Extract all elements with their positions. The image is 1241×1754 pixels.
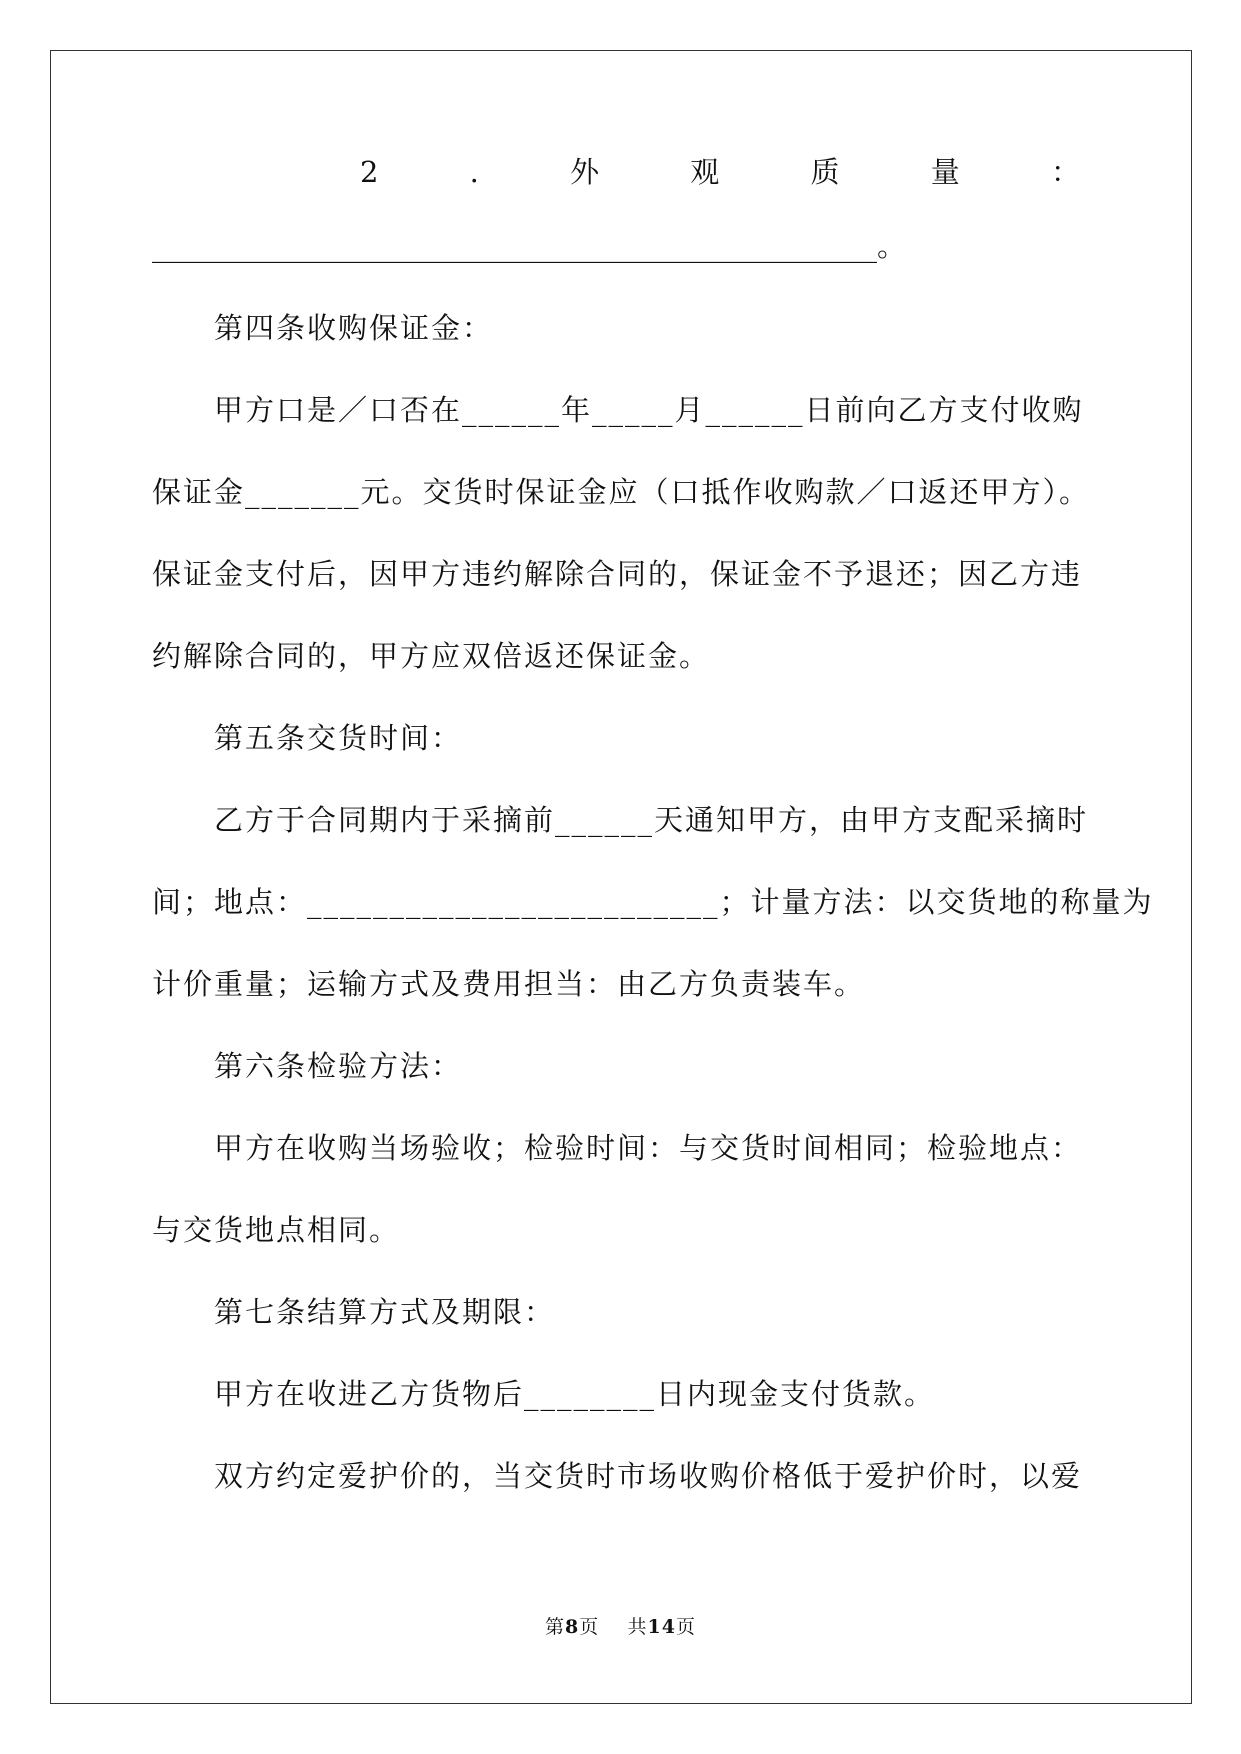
article-6-text-line: 甲方在收购当场验收；检验时间：与交货时间相同；检验地点： <box>214 1131 1083 1165</box>
article-4-text-line: 约解除合同的，甲方应双倍返还保证金。 <box>152 639 711 673</box>
heading-quality <box>152 152 1092 192</box>
article-4-text-line: 甲方口是／口否在______年_____月______日前向乙方支付收购 <box>214 393 1084 427</box>
heading-quality-part: . <box>469 155 481 189</box>
article-4-title: 第四条收购保证金： <box>214 311 494 345</box>
article-6-text-line: 与交货地点相同。 <box>152 1213 401 1247</box>
page-number: 8 <box>565 1616 580 1638</box>
article-7-text-line: 双方约定爱护价的，当交货时市场收购价格低于爱护价时，以爱 <box>214 1459 1083 1493</box>
quality-blank-line: __________________________________________________。 <box>152 229 907 263</box>
footer-prefix: 第 <box>545 1616 566 1638</box>
article-7-text-line: 甲方在收进乙方货物后________日内现金支付货款。 <box>214 1377 936 1411</box>
article-6-title: 第六条检验方法： <box>214 1049 463 1083</box>
article-4-text-line: 保证金_______元。交货时保证金应（口抵作收购款／口返还甲方）。 <box>152 475 1091 509</box>
heading-quality-part: 观 <box>690 155 722 189</box>
article-7-title: 第七条结算方式及期限： <box>214 1295 556 1329</box>
article-5-title: 第五条交货时间： <box>214 721 463 755</box>
footer-total-suffix: 页 <box>675 1616 696 1638</box>
heading-quality-part: 外 <box>570 155 602 189</box>
footer-total-prefix: 共 <box>627 1616 648 1638</box>
heading-quality-part: 质 <box>810 155 842 189</box>
article-5-text-line: 乙方于合同期内于采摘前______天通知甲方，由甲方支配采摘时 <box>214 803 1089 837</box>
heading-quality-part: 量 <box>930 155 962 189</box>
page-footer <box>0 1615 1241 1639</box>
article-5-text-line: 计价重量；运输方式及费用担当：由乙方负责装车。 <box>152 967 866 1001</box>
heading-quality-part: ： <box>1050 155 1082 189</box>
article-5-text-line: 间；地点：_________________________；计量方法：以交货地的称量为 <box>152 885 1154 919</box>
heading-quality-part: 2 <box>360 155 381 189</box>
footer-page-suffix: 页 <box>579 1616 600 1638</box>
total-pages: 14 <box>647 1616 676 1638</box>
article-4-text-line: 保证金支付后，因甲方违约解除合同的，保证金不予退还；因乙方违 <box>152 557 1083 591</box>
